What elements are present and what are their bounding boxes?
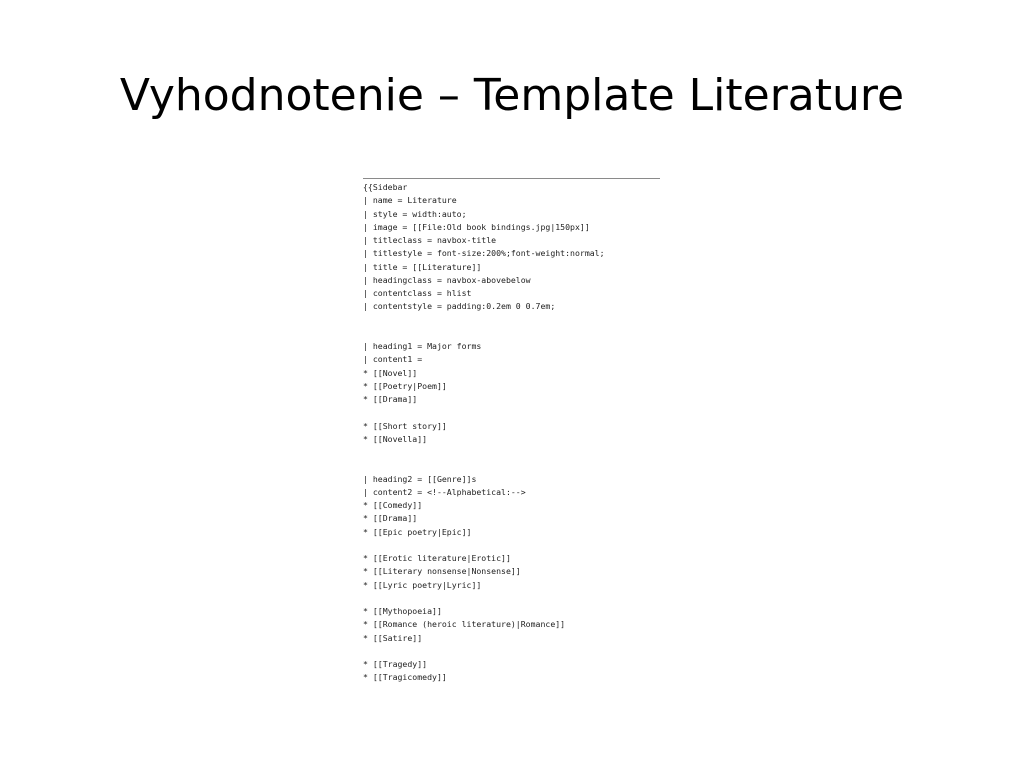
code-line: * [[Tragedy]] — [363, 659, 428, 669]
code-line: * [[Short story]] — [363, 420, 447, 431]
code-line — [363, 327, 660, 340]
code-line: * [[Tragicomedy]] — [363, 672, 447, 683]
code-line: | content2 = <!--Alphabetical:--> — [363, 486, 526, 497]
code-line: | title = [[Literature]] — [363, 261, 482, 272]
code-line: | headingclass = navbox-abovebelow — [363, 274, 531, 285]
code-line: * [[Satire]] — [363, 632, 423, 643]
code-line: | heading2 = [[Genre]]s — [363, 473, 477, 484]
code-line: * [[Novella]] — [363, 433, 428, 444]
code-line: * [[Epic poetry|Epic]] — [363, 526, 472, 537]
code-line: * [[Drama]] — [363, 394, 418, 404]
code-line: | name = Literature — [363, 195, 457, 206]
code-line: | heading1 = Major forms — [363, 341, 482, 351]
code-line — [363, 406, 660, 419]
code-line: * [[Comedy]] — [363, 500, 423, 510]
template-code-image — [363, 178, 660, 685]
code-line: * [[Mythopoeia]] — [363, 606, 442, 616]
code-line: * [[Poetry|Poem]] — [363, 380, 447, 391]
code-line: | contentclass = hlist — [363, 288, 472, 298]
code-line: * [[Romance (heroic literature)|Romance]] — [363, 619, 566, 630]
code-line: | titleclass = navbox-title — [363, 235, 497, 245]
slide-title: Vyhodnotenie – Template Literature — [119, 70, 905, 121]
code-line: * [[Literary nonsense|Nonsense]] — [363, 566, 521, 577]
code-line: * [[Novel]] — [363, 367, 418, 378]
code-line: | titlestyle = font-size:200%;font-weight:normal; — [363, 248, 605, 259]
code-line — [363, 459, 660, 472]
code-line: * [[Lyric poetry|Lyric]] — [363, 579, 482, 590]
code-line: | content1 = — [363, 354, 423, 365]
code-line: | style = width:auto; — [363, 208, 467, 219]
code-line: | image = [[File:Old book bindings.jpg|150px]] — [363, 221, 590, 232]
code-line — [363, 645, 660, 658]
code-line — [363, 592, 660, 605]
code-line: * [[Drama]] — [363, 513, 418, 524]
code-line — [363, 539, 660, 552]
code-line: {{Sidebar — [363, 182, 408, 192]
code-line: * [[Erotic literature|Erotic]] — [363, 553, 511, 563]
code-line — [363, 314, 660, 327]
code-line — [363, 446, 660, 459]
code-line: | contentstyle = padding:0.2em 0 0.7em; — [363, 301, 556, 312]
